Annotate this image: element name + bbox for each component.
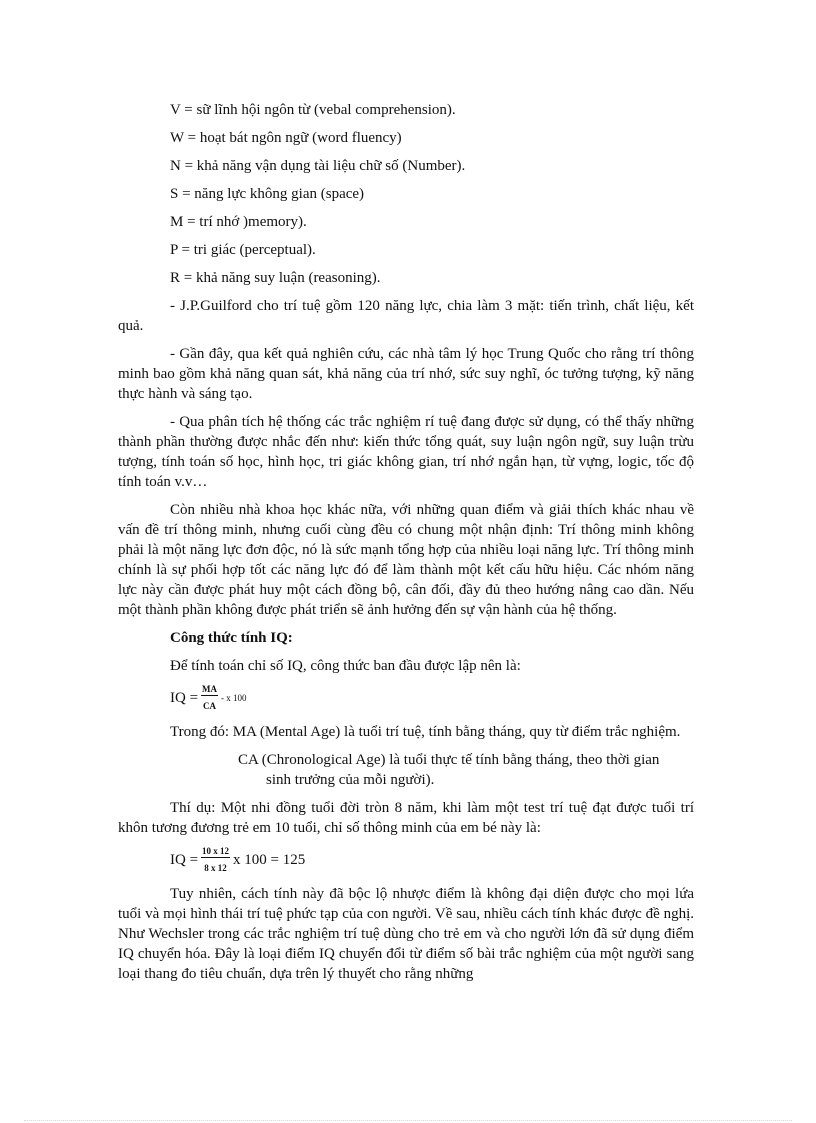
ca-definition-line1: CA (Chronological Age) là tuổi thực tế tính bằng tháng, theo thời gian [238, 752, 660, 768]
factor-line: P = tri giác (perceptual). [170, 242, 316, 258]
ca-definition-line2: sinh trưởng của mỗi người). [266, 772, 435, 788]
document-body [118, 100, 694, 992]
final-paragraph: Tuy nhiên, cách tính này đã bộc lộ nhược điểm là không đại diện được cho mọi lứa tuổi và mọi hình thái trí tuệ phức tạp của con người. Về sau, nhiều cách tính khác được đề nghị. Như Wechsler trong các trắc nghiệm trí tuệ dùng cho trẻ em và cho người lớn đã sử dụng điểm IQ chuyển hóa. Đây là loại điểm IQ chuyển đổi từ điểm số bài trắc nghiệm của một người sang loại thang đo tiêu chuẩn, dựa trên lý thuyết cho rằng những [118, 886, 694, 982]
factor-line: M = trí nhớ )memory). [170, 214, 307, 230]
factor-line: N = khả năng vận dụng tài liệu chữ số (Number). [170, 158, 466, 174]
page-bottom-divider [24, 1120, 792, 1121]
factor-line: V = sữ lĩnh hội ngôn từ (vebal comprehension). [170, 102, 456, 118]
formula-denominator: 8 x 12 [204, 863, 227, 873]
formula-fraction [201, 846, 230, 874]
formula-numerator: 10 x 12 [202, 846, 230, 856]
ca-definition [238, 750, 694, 790]
china-paragraph: - Gần đây, qua kết quả nghiên cứu, các nhà tâm lý học Trung Quốc cho rằng trí thông minh bao gồm khả năng quan sát, khả năng của trí nhớ, sức suy nghĩ, óc tưởng tượng, kỹ năng thực hành và sáng tạo. [118, 346, 694, 402]
formula-fraction [201, 684, 218, 712]
conclusion-paragraph: Còn nhiều nhà khoa học khác nữa, với những quan điểm và giải thích khác nhau về vấn đề trí thông minh, nhưng cuối cùng đều có chung một nhận định: Trí thông minh không phải là một năng lực đơn độc, nó là sức mạnh tổng hợp của nhiều loại năng lực. Trí thông minh chính là sự phối hợp tốt các năng lực đó để làm thành một kết cấu hữu hiệu. Các nhóm năng lực này cần được phát huy một cách đồng bộ, cân đối, đầy đủ theo hướng nâng cao dần. Nếu một thành phần không được phát triển sẽ ảnh hưởng đến sự vận hành của hệ thống. [118, 502, 694, 618]
guilford-paragraph: - J.P.Guilford cho trí tuệ gồm 120 năng lực, chia làm 3 mặt: tiến trình, chất liệu, kết quả. [118, 298, 694, 334]
formula-numerator: MA [202, 684, 218, 694]
analysis-paragraph: - Qua phân tích hệ thống các trắc nghiệm rí tuệ đang được sử dụng, có thể thấy những thành phần thường được nhắc đến như: kiến thức tổng quát, suy luận ngôn ngữ, suy luận trừu tượng, tính toán số học, hình học, tri giác không gian, trí nhớ ngắn hạn, từ vựng, logic, tốc độ tính toán v.v… [118, 414, 694, 490]
section-intro: Để tính toán chỉ số IQ, công thức ban đầu được lập nên là: [170, 658, 521, 674]
formula-tail: - x 100 [221, 693, 247, 703]
formula-denominator: CA [203, 701, 217, 711]
factor-line: R = khả năng suy luận (reasoning). [170, 270, 381, 286]
iq-formula-example [170, 846, 694, 874]
ma-definition: Trong đó: MA (Mental Age) là tuổi trí tuệ, tính bằng tháng, quy từ điểm trắc nghiệm. [170, 724, 681, 740]
formula-tail: x 100 = 125 [233, 852, 306, 868]
formula-lhs: IQ = [170, 690, 199, 706]
factor-line: S = năng lực không gian (space) [170, 186, 365, 202]
formula-lhs: IQ = [170, 852, 199, 868]
example-paragraph: Thí dụ: Một nhi đồng tuổi đời tròn 8 năm, khi làm một test trí tuệ đạt được tuổi trí khôn tương đương trẻ em 10 tuổi, chỉ số thông minh của em bé này là: [118, 800, 694, 836]
section-heading: Công thức tính IQ: [170, 630, 293, 646]
factor-line: W = hoạt bát ngôn ngữ (word fluency) [170, 130, 402, 146]
iq-formula-original [170, 684, 694, 712]
